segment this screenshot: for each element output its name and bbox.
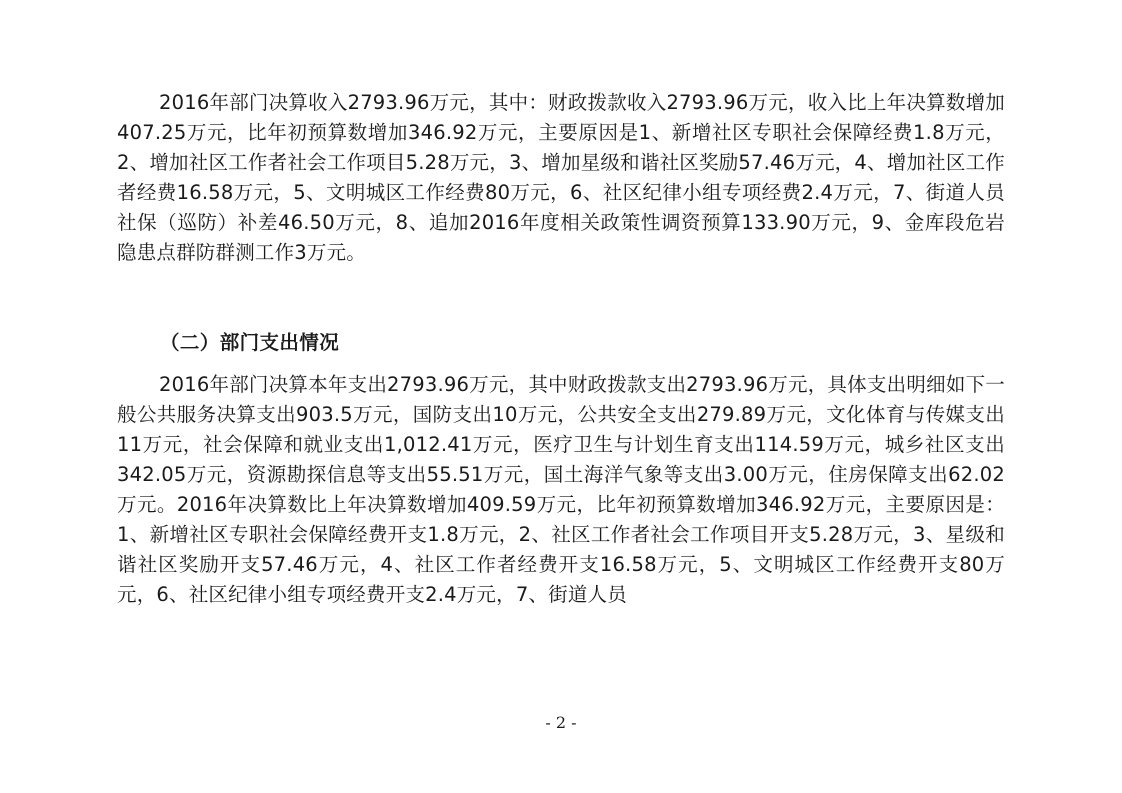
paragraph-revenue: 2016年部门决算收入2793.96万元，其中：财政拨款收入2793.96万元，收入比上年决算数增加407.25万元，比年初预算数增加346.92万元，主要原因是1、新增社区专职社会保障经费1.8万元，2、增加社区工作者社会工作项目5.28万元，3、增加星级和谐社区奖励57.46万元，4、增加社区工作者经费16.58万元，5、文明城区工作经费80万元，6、社区纪律小组专项经费2.4万元，7、街道人员社保（巡防）补差46.50万元，8、追加2016年度相关政策性调资预算133.90万元，9、金库段危岩隐患点群防群测工作3万元。 bbox=[117, 91, 1005, 264]
page-number: - 2 - bbox=[545, 713, 577, 732]
section-heading-expenditure: （二）部门支出情况 bbox=[160, 331, 340, 354]
paragraph-expenditure: 2016年部门决算本年支出2793.96万元，其中财政拨款支出2793.96万元，具体支出明细如下一般公共服务决算支出903.5万元，国防支出10万元，公共安全支出279.89万元，文化体育与传媒支出11万元，社会保障和就业支出1,012.41万元，医疗卫生与计划生育支出114.59万元，城乡社区支出342.05万元，资源勘探信息等支出55.51万元，国土海洋气象等支出3.00万元，住房保障支出62.02万元。2016年决算数比上年决算数增加409.59万元，比年初预算数增加346.92万元，主要原因是：1、新增社区专职社会保障经费开支1.8万元，2、社区工作者社会工作项目开支5.28万元，3、星级和谐社区奖励开支57.46万元，4、社区工作者经费开支16.58万元，5、文明城区工作经费开支80万元，6、社区纪律小组专项经费开支2.4万元，7、街道人员 bbox=[117, 373, 1005, 606]
